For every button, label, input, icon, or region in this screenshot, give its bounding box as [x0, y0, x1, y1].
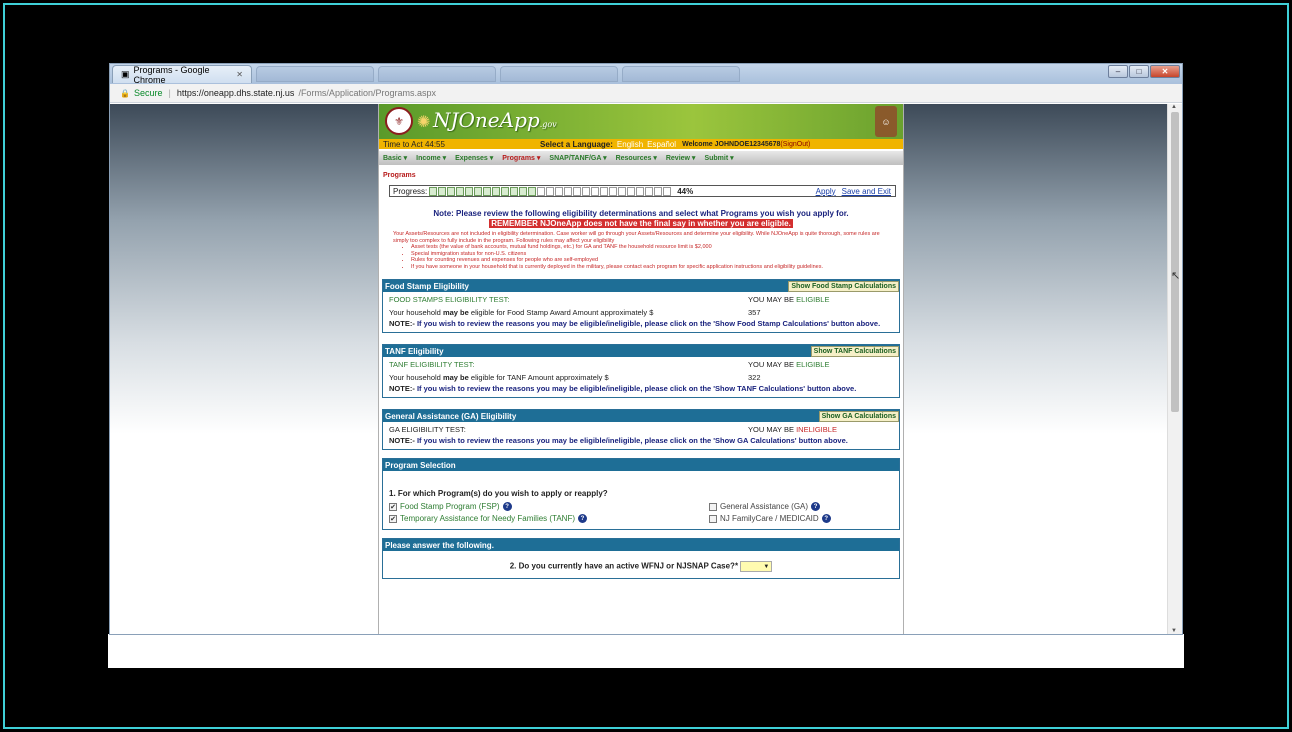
help-icon[interactable]: ?: [578, 514, 587, 523]
program-selection-panel: [382, 458, 900, 530]
progress-step-box: [654, 187, 662, 196]
checkbox-nj-familycare[interactable]: [709, 514, 893, 523]
tab-title: Programs - Google Chrome: [133, 64, 210, 85]
assets-bullet: • Rules for counting revenues and expenses for people who are self-employed: [411, 257, 891, 264]
nav-review[interactable]: Review ▾: [665, 155, 696, 162]
food-stamp-result: [748, 295, 829, 304]
progress-step-box: [627, 187, 635, 196]
browser-tab-programs[interactable]: [112, 65, 252, 83]
url-host: https://oneapp.dhs.state.nj.us: [176, 88, 295, 98]
amount-text: Your household: [389, 307, 441, 317]
help-icon[interactable]: ?: [811, 502, 820, 511]
browser-window: [109, 63, 1183, 635]
progress-step-box: [438, 187, 446, 196]
food-stamp-amount-text: [389, 308, 748, 317]
amount-may-be: may be: [442, 372, 469, 382]
main-nav: [379, 151, 903, 165]
progress-step-box: [600, 187, 608, 196]
progress-step-box: [609, 187, 617, 196]
progress-step-box: [645, 187, 653, 196]
language-bar: [379, 139, 903, 149]
assets-bullet: • If you have someone in your household that is currently deployed in the military, please contact each program for specific application instructions and eligibility guidelines.: [411, 264, 891, 271]
progress-step-box: [573, 187, 581, 196]
assets-disclaimer: [393, 231, 891, 270]
assets-bullet: • Asset tests (the value of bank accounts, mutual fund holdings, etc.) for GA and TANF the household resource limit is $2,000: [411, 244, 891, 251]
help-icon[interactable]: ?: [503, 502, 512, 511]
checkbox-label: General Assistance (GA): [720, 502, 809, 511]
progress-step-box: [510, 187, 518, 196]
tanf-result: [748, 360, 829, 369]
amount-text: Your household: [389, 372, 441, 382]
progress-step-box: [429, 187, 437, 196]
nav-income[interactable]: Income ▾: [416, 155, 447, 162]
apply-link[interactable]: Apply: [815, 186, 836, 196]
progress-step-box: [447, 187, 455, 196]
note-prefix: NOTE:-: [389, 384, 415, 393]
food-stamp-panel-title: Food Stamp Eligibility: [385, 281, 469, 291]
checkbox-label: Temporary Assistance for Needy Families (TANF): [400, 514, 576, 523]
checkbox-tanf[interactable]: [389, 514, 709, 523]
scrollbar-thumb[interactable]: [1171, 112, 1179, 412]
desktop-strip: [108, 634, 1184, 668]
amount-text: eligible for Food Stamp Award Amount approximately $: [470, 307, 654, 317]
browser-tab[interactable]: [622, 66, 740, 82]
progress-label: Progress:: [393, 186, 428, 196]
result-prefix: YOU MAY BE: [748, 294, 794, 304]
save-and-exit-link[interactable]: Save and Exit: [841, 186, 891, 196]
nav-expenses[interactable]: Expenses ▾: [455, 155, 494, 162]
tanf-note: [389, 384, 893, 394]
checkbox-unchecked-icon[interactable]: [709, 503, 717, 511]
food-stamp-test-label: FOOD STAMPS ELIGIBILITY TEST:: [389, 294, 510, 304]
show-ga-calculations-button[interactable]: Show GA Calculations: [819, 411, 899, 422]
result-value: ELIGIBLE: [796, 359, 830, 369]
food-stamp-eligibility-panel: [382, 279, 900, 333]
secure-label: Secure: [133, 88, 163, 98]
lock-icon: 🔒: [120, 88, 130, 98]
nav-resources[interactable]: Resources ▾: [615, 155, 657, 162]
checkbox-checked-icon[interactable]: ✔: [390, 503, 396, 511]
address-separator: |: [168, 88, 171, 98]
food-stamp-note: [389, 319, 893, 329]
food-stamp-panel-header: [383, 280, 899, 292]
logo-text: NJOneApp: [433, 108, 540, 132]
title-bar: [110, 64, 1182, 84]
note-text: If you wish to review the reasons you may be eligible/ineligible, please click on the 'Show TANF Calculations' button above.: [416, 384, 857, 393]
address-bar[interactable]: [110, 84, 1182, 103]
checkbox-unchecked-icon[interactable]: [709, 515, 717, 523]
note-prefix: NOTE:-: [389, 319, 415, 328]
tanf-panel-header: [383, 345, 899, 357]
minimize-button[interactable]: –: [1108, 65, 1128, 78]
page-viewport: [110, 104, 1168, 635]
progress-step-box: [528, 187, 536, 196]
progress-step-box: [483, 187, 491, 196]
active-case-question: 2. Do you currently have an active WFNJ or NJSNAP Case?*: [509, 561, 739, 571]
tanf-test-label: TANF ELIGIBILITY TEST:: [389, 359, 475, 369]
note-text: If you wish to review the reasons you may be eligible/ineligible, please click on the 'Show Food Stamp Calculations' button above.: [416, 319, 881, 328]
page-title: Programs: [383, 172, 416, 179]
page-favicon-icon: ▣: [121, 69, 130, 79]
ga-panel-header: [383, 410, 899, 422]
ga-panel-title: General Assistance (GA) Eligibility: [385, 411, 517, 421]
progress-step-box: [663, 187, 671, 196]
answer-following-panel: [382, 538, 900, 579]
site-logo[interactable]: [419, 108, 557, 132]
logo-star-icon: ✺: [417, 114, 431, 131]
progress-step-box: [582, 187, 590, 196]
ga-eligibility-panel: [382, 409, 900, 450]
nav-basic[interactable]: Basic ▾: [383, 155, 408, 162]
show-food-stamp-calculations-button[interactable]: Show Food Stamp Calculations: [788, 281, 899, 292]
progress-step-box: [465, 187, 473, 196]
checkbox-label: NJ FamilyCare / MEDICAID: [720, 514, 819, 523]
note-prefix: NOTE:-: [389, 436, 415, 445]
welcome-text: Welcome JOHNDOE12345678: [682, 140, 781, 148]
page-scrollbar[interactable]: [1167, 104, 1182, 634]
program-question: 1. For which Program(s) do you wish to apply or reapply?: [389, 489, 608, 498]
program-selection-header: [383, 459, 899, 471]
progress-bar: [389, 185, 896, 197]
amount-text: eligible for TANF Amount approximately $: [470, 372, 609, 382]
logo-suffix: .gov: [539, 120, 557, 129]
maximize-button[interactable]: □: [1129, 65, 1149, 78]
progress-step-box: [474, 187, 482, 196]
assets-bullet: • Special immigration status for non-U.S. citizens: [411, 251, 891, 258]
review-note: Note: Please review the following eligibility determinations and select what Programs you wish you apply for.: [433, 209, 849, 218]
amount-may-be: may be: [442, 307, 469, 317]
browser-tab[interactable]: [256, 66, 374, 82]
progress-step-box: [555, 187, 563, 196]
site-banner: [379, 104, 903, 139]
signout-link[interactable]: (SignOut): [780, 140, 811, 148]
answer-following-title: Please answer the following.: [385, 540, 494, 550]
scroll-up-icon[interactable]: ▲: [1171, 104, 1177, 110]
active-case-select[interactable]: [740, 561, 772, 572]
tab-close-icon[interactable]: ✕: [236, 70, 243, 79]
result-value: INELIGIBLE: [796, 424, 837, 434]
assets-intro: Your Assets/Resources are not included in eligibility determination. Case worker will go through your Assets/Resources and determine your eligibility. While NJOneApp is quite thorough, some rules are simply too complex to fully include in the program. Following rules may affect your eligibility: [393, 231, 880, 244]
result-prefix: YOU MAY BE: [748, 359, 794, 369]
progress-step-box: [564, 187, 572, 196]
progress-step-box: [546, 187, 554, 196]
progress-step-box: [591, 187, 599, 196]
mouse-cursor-icon: ↖: [1171, 270, 1181, 282]
scroll-down-icon[interactable]: ▼: [1171, 628, 1177, 634]
progress-step-box: [501, 187, 509, 196]
remember-text: REMEMBER NJOneApp does not have the final say in whether you are eligible.: [491, 219, 791, 228]
session-timer: Time to Act 44:55: [383, 139, 445, 149]
njoneapp-page: [378, 104, 904, 635]
show-tanf-calculations-button[interactable]: Show TANF Calculations: [811, 346, 899, 357]
tanf-eligibility-panel: [382, 344, 900, 398]
language-espanol-link[interactable]: Español: [647, 139, 677, 149]
nav-programs[interactable]: Programs ▾: [502, 155, 541, 162]
tanf-amount-text: [389, 373, 748, 382]
ga-note: [389, 436, 893, 446]
ga-test-label: GA ELIGIBILITY TEST:: [389, 424, 466, 434]
mascot-icon: ☺: [875, 106, 897, 137]
browser-tab[interactable]: [378, 66, 496, 82]
nj-state-seal-icon: ⚜: [385, 107, 413, 135]
progress-step-box: [456, 187, 464, 196]
program-selection-title: Program Selection: [385, 460, 456, 470]
progress-step-box: [537, 187, 545, 196]
checkbox-food-stamp-program[interactable]: [389, 502, 709, 511]
progress-boxes: [429, 187, 671, 196]
browser-tab[interactable]: [500, 66, 618, 82]
progress-step-box: [492, 187, 500, 196]
progress-percent: 44%: [677, 186, 694, 196]
progress-step-box: [618, 187, 626, 196]
help-icon[interactable]: ?: [822, 514, 831, 523]
result-value: ELIGIBLE: [796, 294, 830, 304]
checkbox-label: Food Stamp Program (FSP): [400, 502, 500, 511]
close-window-button[interactable]: ✕: [1150, 65, 1180, 78]
nav-snap-tanf-ga[interactable]: SNAP/TANF/GA ▾: [549, 155, 607, 162]
dropdown-arrow-icon: ▼: [763, 564, 770, 570]
ga-result: [748, 425, 837, 434]
tanf-panel-title: TANF Eligibility: [385, 346, 444, 356]
answer-following-header: [383, 539, 899, 551]
progress-step-box: [636, 187, 644, 196]
checkbox-general-assistance[interactable]: [709, 502, 893, 511]
note-text: If you wish to review the reasons you may be eligible/ineligible, please click on the 'Show GA Calculations' button above.: [416, 436, 848, 445]
remember-banner: [379, 219, 903, 228]
nav-submit[interactable]: Submit ▾: [704, 155, 734, 162]
progress-step-box: [519, 187, 527, 196]
language-english-link[interactable]: English: [616, 139, 644, 149]
url-path: /Forms/Application/Programs.aspx: [298, 88, 436, 98]
checkbox-checked-icon[interactable]: ✔: [390, 515, 396, 523]
language-label: Select a Language:: [540, 139, 613, 149]
tanf-amount: 322: [748, 372, 761, 382]
result-prefix: YOU MAY BE: [748, 424, 794, 434]
food-stamp-amount: 357: [748, 307, 761, 317]
